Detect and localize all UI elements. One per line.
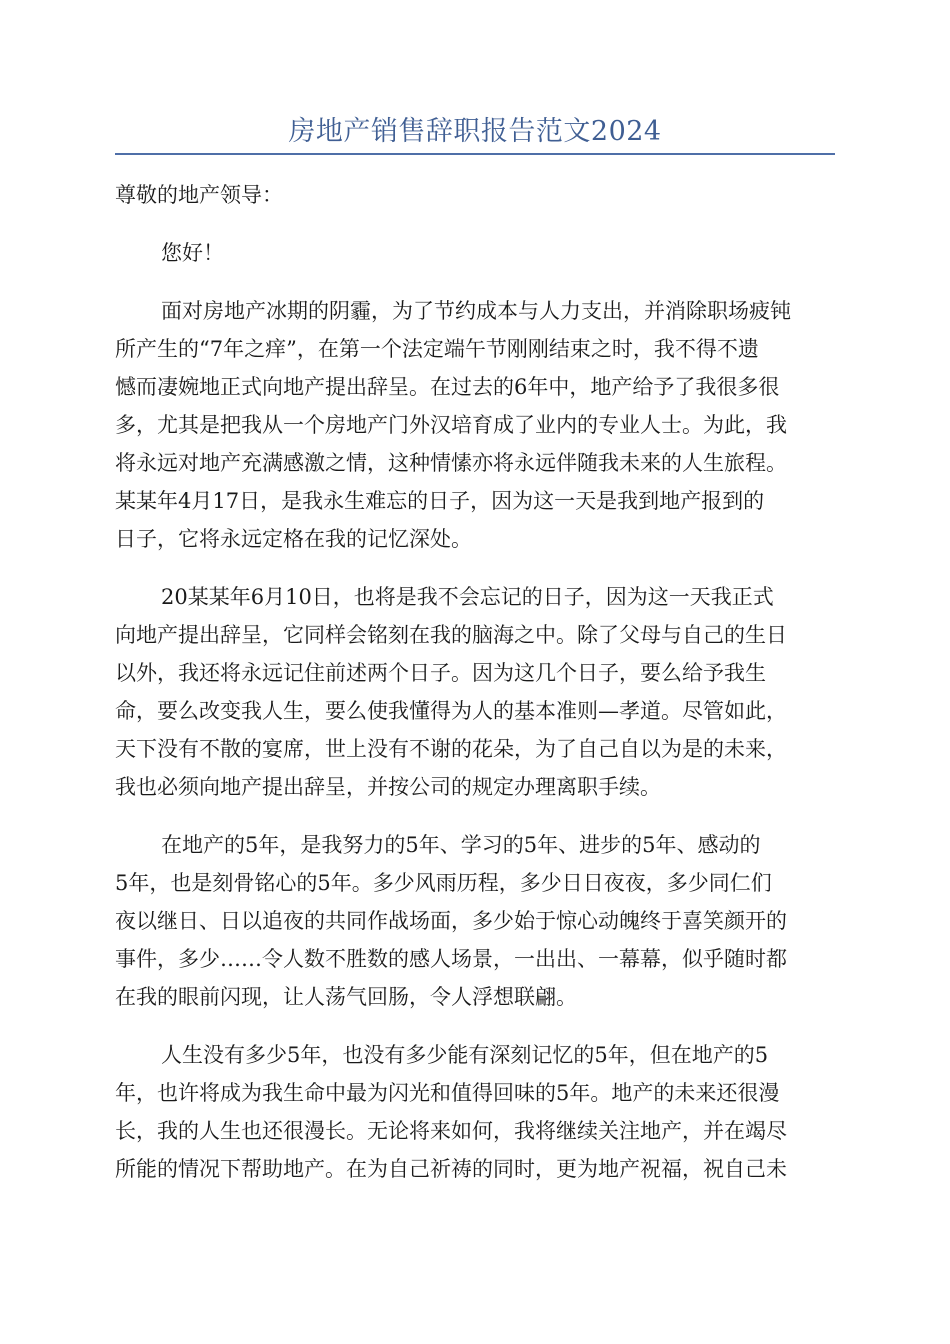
paragraph-line: 在地产的5年，是我努力的5年、学习的5年、进步的5年、感动的 xyxy=(161,833,761,857)
paragraph-line: 天下没有不散的宴席，世上没有不谢的花朵，为了自己自以为是的未来， xyxy=(115,737,787,761)
paragraph-line: 20某某年6月10日，也将是我不会忘记的日子，因为这一天我正式 xyxy=(161,585,774,609)
paragraph-line: 5年，也是刻骨铭心的5年。多少风雨历程，多少日日夜夜，多少同仁们 xyxy=(115,871,772,895)
paragraph-line: 长，我的人生也还很漫长。无论将来如何，我将继续关注地产，并在竭尽 xyxy=(115,1119,787,1143)
paragraph-line: 多，尤其是把我从一个房地产门外汉培育成了业内的专业人士。为此，我 xyxy=(115,413,787,437)
paragraph-line: 事件，多少……令人数不胜数的感人场景，一出出、一幕幕，似乎随时都 xyxy=(115,947,787,971)
paragraph-line: 憾而凄婉地正式向地产提出辞呈。在过去的6年中，地产给予了我很多很 xyxy=(115,375,780,399)
greeting: 您好！ xyxy=(161,241,224,265)
paragraph-line: 将永远对地产充满感激之情，这种情愫亦将永远伴随我未来的人生旅程。 xyxy=(115,451,787,475)
paragraph-line: 人生没有多少5年，也没有多少能有深刻记忆的5年，但在地产的5 xyxy=(161,1043,769,1067)
paragraph-line: 所能的情况下帮助地产。在为自己祈祷的同时，更为地产祝福，祝自己未 xyxy=(115,1157,787,1181)
paragraph-line: 命，要么改变我人生，要么使我懂得为人的基本准则—孝道。尽管如此， xyxy=(115,699,787,723)
paragraph-line: 年，也许将成为我生命中最为闪光和值得回味的5年。地产的未来还很漫 xyxy=(115,1081,780,1105)
paragraph-4 xyxy=(115,1036,835,1188)
document-title: 房地产销售辞职报告范文2024 xyxy=(288,116,662,147)
paragraph-line: 夜以继日、日以追夜的共同作战场面，多少始于惊心动魄终于喜笑颜开的 xyxy=(115,909,787,933)
document-body xyxy=(115,176,835,1208)
salutation: 尊敬的地产领导： xyxy=(115,183,283,207)
paragraph-3 xyxy=(115,826,835,1016)
paragraph-line: 在我的眼前闪现，让人荡气回肠，令人浮想联翩。 xyxy=(115,985,577,1009)
title-underline xyxy=(115,153,835,155)
paragraph-2 xyxy=(115,578,835,806)
greeting-paragraph xyxy=(115,234,835,272)
paragraph-line: 我也必须向地产提出辞呈，并按公司的规定办理离职手续。 xyxy=(115,775,661,799)
paragraph-line: 某某年4月17日，是我永生难忘的日子，因为这一天是我到地产报到的 xyxy=(115,489,765,513)
salutation-paragraph xyxy=(115,176,835,214)
paragraph-line: 所产生的“7年之痒”，在第一个法定端午节刚刚结束之时，我不得不遗 xyxy=(115,337,759,361)
paragraph-line: 日子，它将永远定格在我的记忆深处。 xyxy=(115,527,472,551)
paragraph-line: 以外，我还将永远记住前述两个日子。因为这几个日子，要么给予我生 xyxy=(115,661,766,685)
paragraph-line: 面对房地产冰期的阴霾，为了节约成本与人力支出，并消除职场疲钝 xyxy=(161,299,791,323)
paragraph-line: 向地产提出辞呈，它同样会铭刻在我的脑海之中。除了父母与自己的生日 xyxy=(115,623,787,647)
paragraph-1 xyxy=(115,292,835,558)
